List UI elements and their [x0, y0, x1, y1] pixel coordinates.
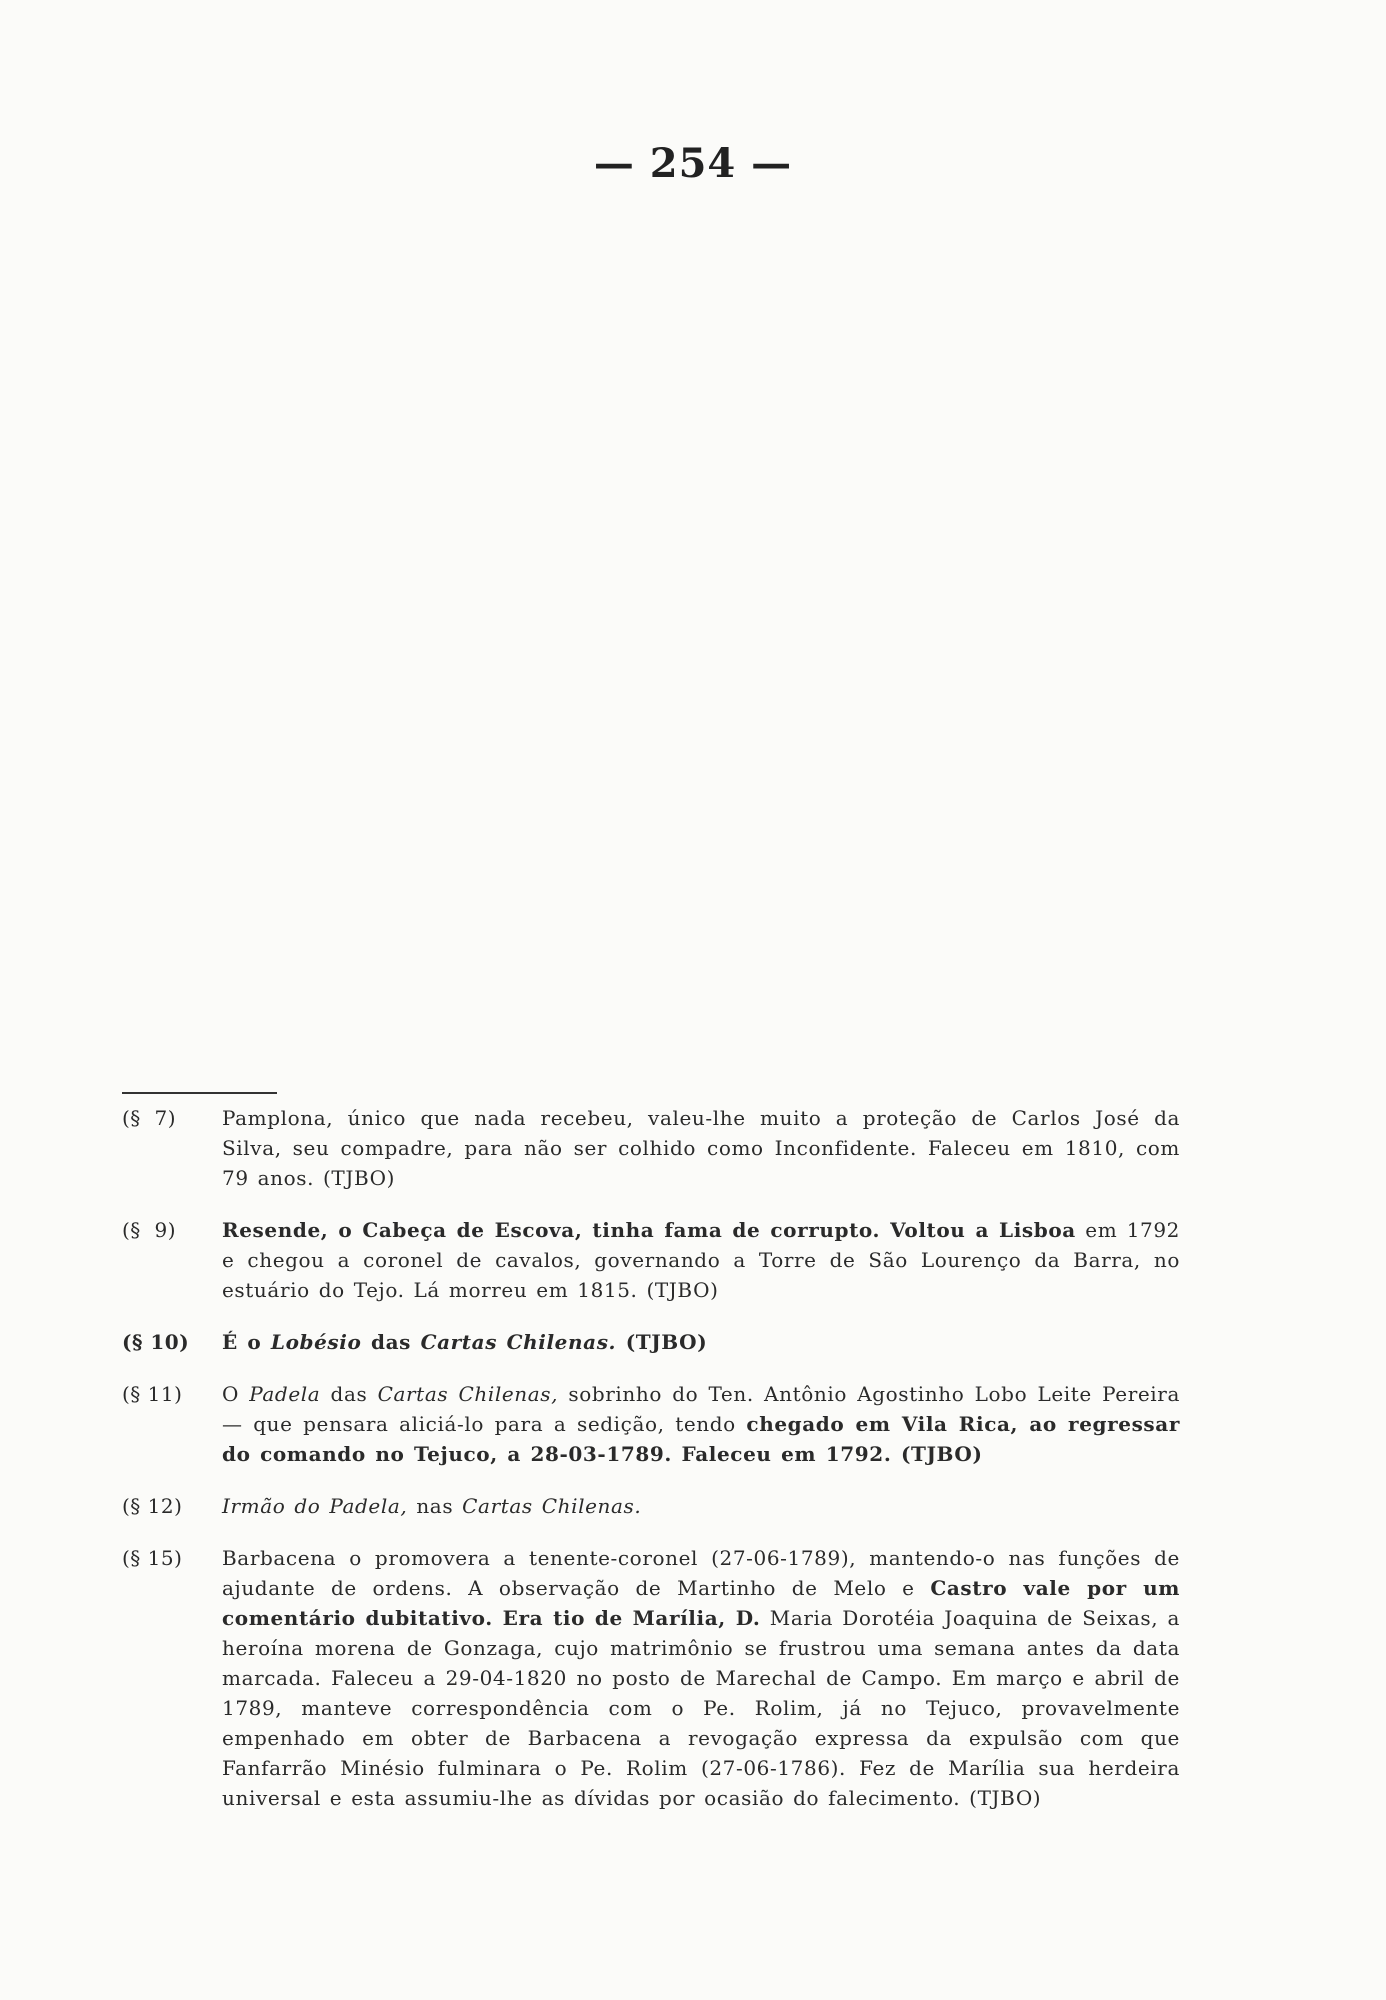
footnote-segment: É o [222, 1330, 271, 1354]
footnote-11 [0, 1379, 1386, 1469]
footnote-text [222, 1215, 1180, 1305]
footnote-mark: (§ 11) [122, 1382, 183, 1406]
footnote-segment: Castro vale por um comentário dubitativo. Era tio de Marília, D. [222, 1576, 1180, 1630]
footnote-segment: (TJBO) [616, 1330, 708, 1354]
footnotes [0, 1103, 1386, 1835]
footnote-15 [0, 1543, 1386, 1813]
footnote-segment: Resende, o Cabeça de Escova, tinha fama de corrupto. Voltou a Lisboa [222, 1218, 1076, 1242]
footnote-segment: Irmão do Padela, [222, 1494, 408, 1518]
footnote-segment: Cartas Chilenas, [377, 1382, 559, 1406]
footnote-mark: (§ 15) [122, 1546, 183, 1570]
footnote-segment: Pamplona, único que nada recebeu, valeu-lhe muito a proteção de Carlos José da Silva, seu compadre, para não ser colhido como Inconfidente. Faleceu em 1810, com 79 anos. (TJBO) [222, 1106, 1180, 1190]
footnote-text [222, 1491, 1180, 1521]
footnote-segment: nas [407, 1494, 463, 1518]
footnote-segment: chegado em Vila Rica, ao regressar do comando no Tejuco, a 28-03-1789. Faleceu em 1792. (TJBO) [222, 1412, 1180, 1466]
footnote-segment: Cartas Chilenas. [420, 1330, 617, 1354]
footnote-9 [0, 1215, 1386, 1305]
footnote-10 [0, 1327, 1386, 1357]
footnote-separator [122, 1092, 277, 1094]
footnote-segment: Lobésio [270, 1330, 362, 1354]
footnote-segment: Barbacena o promovera a tenente-coronel (27-06-1789), mantendo-o nas funções de ajudante de ordens. A observação de Martinho de Melo e [222, 1546, 1180, 1600]
footnote-segment: O [222, 1382, 250, 1406]
footnote-7 [0, 1103, 1386, 1193]
footnote-segment: das [320, 1382, 378, 1406]
footnote-text [222, 1327, 1180, 1357]
footnote-segment: das [361, 1330, 421, 1354]
footnote-mark: (§ 10) [122, 1330, 190, 1354]
footnote-text [222, 1379, 1180, 1469]
footnote-text [222, 1543, 1180, 1813]
footnote-mark: (§ 9) [122, 1218, 177, 1242]
footnote-segment: sobrinho do Ten. Antônio Agostinho Lobo Leite Pereira — que pensara aliciá-lo para a sedição, tendo [222, 1382, 1180, 1436]
page-number: — 254 — [593, 140, 793, 187]
footnote-segment: Maria Dorotéia Joaquina de Seixas, a heroína morena de Gonzaga, cujo matrimônio se frustrou uma semana antes da data marcada. Faleceu a 29-04-1820 no posto de Marechal de Campo. Em março e abril de 1789, manteve correspondência com o Pe. Rolim, já no Tejuco, provavelmente empenhado em obter de Barbacena a revogação expressa da expulsão com que Fanfarrão Minésio fulminara o Pe. Rolim (27-06-1786). Fez de Marília sua herdeira universal e esta assumiu-lhe as dívidas por ocasião do falecimento. (TJBO) [222, 1606, 1180, 1810]
footnote-mark: (§ 12) [122, 1494, 183, 1518]
footnote-text [222, 1103, 1180, 1193]
footnote-mark: (§ 7) [122, 1106, 177, 1130]
footnote-segment: em 1792 e chegou a coronel de cavalos, governando a Torre de São Lourenço da Barra, no estuário do Tejo. Lá morreu em 1815. (TJBO) [222, 1218, 1181, 1302]
footnote-segment: Cartas Chilenas. [462, 1494, 642, 1518]
footnote-12 [0, 1491, 1386, 1521]
footnote-segment: Padela [249, 1382, 321, 1406]
